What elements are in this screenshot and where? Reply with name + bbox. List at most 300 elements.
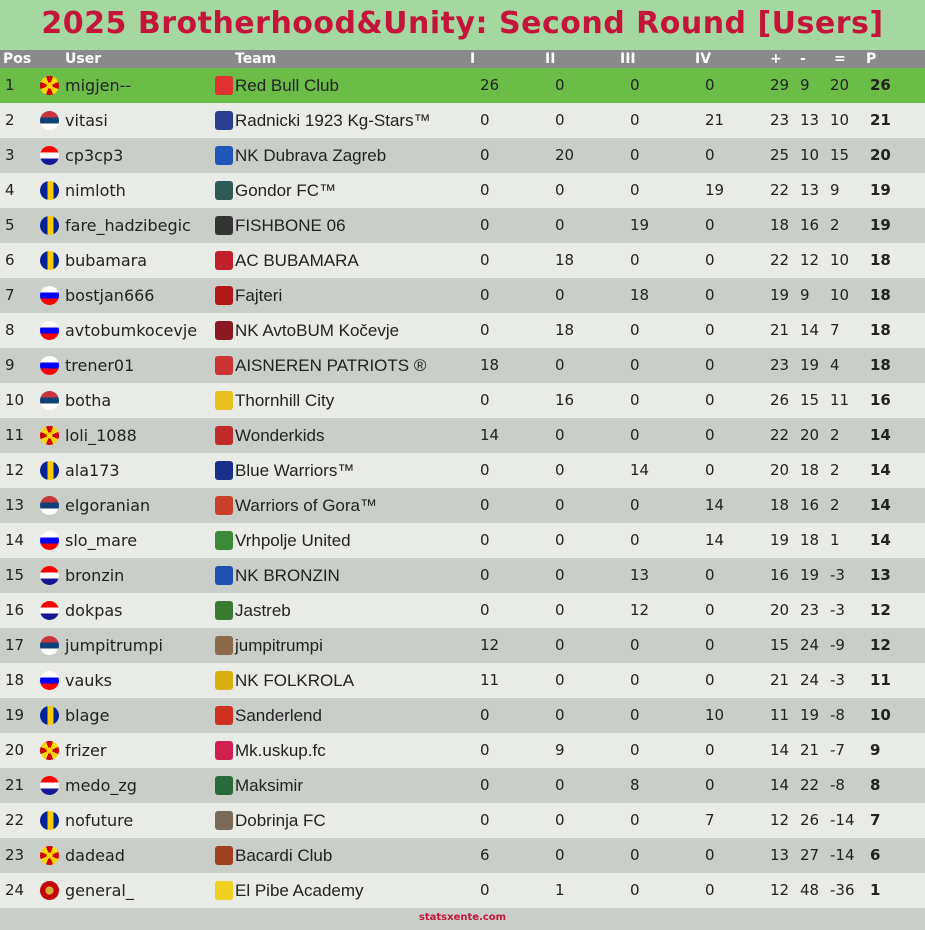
goal-difference: 2 — [830, 461, 840, 479]
user-name[interactable]: avtobumkocevje — [65, 321, 198, 340]
round-4-score: 0 — [705, 601, 715, 619]
goals-for: 12 — [770, 881, 790, 899]
team-name[interactable]: Mk.uskup.fc — [235, 741, 326, 760]
table-row[interactable] — [0, 173, 925, 208]
user-name[interactable]: cp3cp3 — [65, 146, 124, 165]
goals-for: 19 — [770, 531, 790, 549]
points: 13 — [870, 566, 891, 584]
team-crest-icon — [215, 216, 233, 235]
round-4-score: 10 — [705, 706, 725, 724]
round-4-score: 0 — [705, 776, 715, 794]
goal-difference: 4 — [830, 356, 840, 374]
user-name[interactable]: frizer — [65, 741, 107, 760]
team-name[interactable]: Dobrinja FC — [235, 811, 326, 830]
table-row[interactable] — [0, 768, 925, 803]
round-3-score: 0 — [630, 846, 640, 864]
row-position: 10 — [5, 391, 25, 409]
user-name[interactable]: ala173 — [65, 461, 120, 480]
points: 12 — [870, 601, 891, 619]
round-3-score: 0 — [630, 76, 640, 94]
team-name[interactable]: Red Bull Club — [235, 76, 339, 95]
table-row[interactable] — [0, 488, 925, 523]
team-name[interactable]: AC BUBAMARA — [235, 251, 359, 270]
team-name[interactable]: NK BRONZIN — [235, 566, 340, 585]
goals-for: 16 — [770, 566, 790, 584]
header-goal-diff: = — [834, 51, 846, 67]
team-name[interactable]: Maksimir — [235, 776, 303, 795]
team-name[interactable]: Thornhill City — [235, 391, 335, 410]
goals-for: 22 — [770, 181, 790, 199]
country-flag-icon — [40, 251, 59, 270]
country-flag-icon — [40, 391, 59, 410]
points: 14 — [870, 461, 891, 479]
points: 19 — [870, 181, 891, 199]
team-crest-icon — [215, 146, 233, 165]
title-bar — [0, 0, 925, 50]
table-row[interactable] — [0, 663, 925, 698]
country-flag-icon — [40, 181, 59, 200]
round-2-score: 0 — [555, 216, 565, 234]
user-name[interactable]: elgoranian — [65, 496, 151, 515]
team-crest-icon — [215, 636, 233, 655]
team-name[interactable]: Gondor FC™ — [235, 181, 337, 200]
goals-for: 20 — [770, 601, 790, 619]
user-name[interactable]: botha — [65, 391, 112, 410]
goals-against: 13 — [800, 181, 820, 199]
goal-difference: 10 — [830, 251, 850, 269]
user-name[interactable]: vauks — [65, 671, 113, 690]
points: 14 — [870, 426, 891, 444]
round-2-score: 0 — [555, 811, 565, 829]
user-name[interactable]: trener01 — [65, 356, 135, 375]
goals-for: 23 — [770, 111, 790, 129]
round-4-score: 0 — [705, 741, 715, 759]
round-2-score: 0 — [555, 706, 565, 724]
team-name[interactable]: Radnicki 1923 Kg-Stars™ — [235, 111, 431, 130]
points: 18 — [870, 286, 891, 304]
goals-for: 20 — [770, 461, 790, 479]
round-2-score: 0 — [555, 181, 565, 199]
goals-for: 21 — [770, 671, 790, 689]
round-1-score: 0 — [480, 776, 490, 794]
team-name[interactable]: Sanderlend — [235, 706, 322, 725]
team-crest-icon — [215, 566, 233, 585]
team-name[interactable]: Bacardi Club — [235, 846, 333, 865]
goals-for: 22 — [770, 426, 790, 444]
row-position: 5 — [5, 216, 15, 234]
user-name[interactable]: bostjan666 — [65, 286, 155, 305]
table-row[interactable] — [0, 628, 925, 663]
header-round-2: II — [545, 51, 556, 67]
round-3-score: 18 — [630, 286, 650, 304]
row-position: 1 — [5, 76, 15, 94]
table-row[interactable] — [0, 698, 925, 733]
row-position: 14 — [5, 531, 25, 549]
table-row[interactable] — [0, 383, 925, 418]
goal-difference: -9 — [830, 636, 845, 654]
row-position: 20 — [5, 741, 25, 759]
round-3-score: 0 — [630, 356, 640, 374]
goal-difference: -14 — [830, 811, 855, 829]
round-3-score: 0 — [630, 881, 640, 899]
table-row[interactable] — [0, 278, 925, 313]
round-2-score: 18 — [555, 321, 575, 339]
round-1-score: 0 — [480, 496, 490, 514]
user-name[interactable]: medo_zg — [65, 776, 137, 795]
round-2-score: 0 — [555, 461, 565, 479]
goals-against: 22 — [800, 776, 820, 794]
round-1-score: 6 — [480, 846, 490, 864]
round-3-score: 0 — [630, 426, 640, 444]
team-name[interactable]: NK AvtoBUM Kočevje — [235, 321, 400, 340]
goal-difference: 2 — [830, 496, 840, 514]
round-4-score: 21 — [705, 111, 725, 129]
goals-for: 26 — [770, 391, 790, 409]
country-flag-icon — [40, 706, 59, 725]
table-row[interactable] — [0, 313, 925, 348]
header-points: P — [866, 51, 877, 67]
country-flag-icon — [40, 496, 59, 515]
table-row[interactable] — [0, 418, 925, 453]
goals-against: 9 — [800, 76, 810, 94]
table-row[interactable] — [0, 733, 925, 768]
round-1-score: 0 — [480, 111, 490, 129]
points: 20 — [870, 146, 891, 164]
user-name[interactable]: dadead — [65, 846, 125, 865]
points: 11 — [870, 671, 891, 689]
table-row[interactable] — [0, 68, 925, 103]
goals-for: 15 — [770, 636, 790, 654]
goals-against: 15 — [800, 391, 820, 409]
round-2-score: 0 — [555, 776, 565, 794]
goals-against: 27 — [800, 846, 820, 864]
round-2-score: 0 — [555, 111, 565, 129]
round-4-score: 0 — [705, 391, 715, 409]
country-flag-icon — [40, 531, 59, 550]
team-name[interactable]: El Pibe Academy — [235, 881, 364, 900]
row-position: 17 — [5, 636, 25, 654]
team-crest-icon — [215, 811, 233, 830]
round-1-score: 0 — [480, 601, 490, 619]
row-position: 11 — [5, 426, 25, 444]
points: 19 — [870, 216, 891, 234]
header-pos: Pos — [3, 51, 32, 67]
team-name[interactable]: Jastreb — [235, 601, 291, 620]
goal-difference: 10 — [830, 286, 850, 304]
team-crest-icon — [215, 776, 233, 795]
country-flag-icon — [40, 776, 59, 795]
goals-against: 19 — [800, 356, 820, 374]
goals-against: 16 — [800, 496, 820, 514]
round-1-score: 0 — [480, 286, 490, 304]
goals-for: 29 — [770, 76, 790, 94]
goal-difference: 11 — [830, 391, 850, 409]
user-name[interactable]: nimloth — [65, 181, 126, 200]
round-4-score: 14 — [705, 531, 725, 549]
footer-credit[interactable]: statsxente.com — [418, 912, 507, 923]
round-3-score: 0 — [630, 636, 640, 654]
team-name[interactable]: AISNEREN PATRIOTS ® — [235, 356, 427, 375]
round-3-score: 8 — [630, 776, 640, 794]
goals-for: 25 — [770, 146, 790, 164]
team-crest-icon — [215, 531, 233, 550]
goals-against: 13 — [800, 111, 820, 129]
points: 18 — [870, 321, 891, 339]
team-crest-icon — [215, 391, 233, 410]
round-2-score: 0 — [555, 846, 565, 864]
points: 6 — [870, 846, 881, 864]
goal-difference: 7 — [830, 321, 840, 339]
goal-difference: -8 — [830, 776, 845, 794]
round-4-score: 14 — [705, 496, 725, 514]
round-1-score: 0 — [480, 881, 490, 899]
header-round-3: III — [620, 51, 636, 67]
user-name[interactable]: bubamara — [65, 251, 148, 270]
goal-difference: -3 — [830, 601, 845, 619]
points: 16 — [870, 391, 891, 409]
round-2-score: 0 — [555, 566, 565, 584]
header-round-1: I — [470, 51, 476, 67]
team-crest-icon — [215, 111, 233, 130]
team-crest-icon — [215, 706, 233, 725]
header-goals-against: - — [800, 51, 806, 67]
table-row[interactable] — [0, 453, 925, 488]
round-1-score: 0 — [480, 461, 490, 479]
team-name[interactable]: Vrhpolje United — [235, 531, 351, 550]
round-3-score: 13 — [630, 566, 650, 584]
goals-against: 18 — [800, 531, 820, 549]
round-2-score: 9 — [555, 741, 565, 759]
team-crest-icon — [215, 76, 233, 95]
goal-difference: -3 — [830, 671, 845, 689]
user-name[interactable]: blage — [65, 706, 110, 725]
goals-for: 19 — [770, 286, 790, 304]
team-name[interactable]: NK Dubrava Zagreb — [235, 146, 387, 165]
table-row[interactable] — [0, 593, 925, 628]
country-flag-icon — [40, 216, 59, 235]
user-name[interactable]: nofuture — [65, 811, 134, 830]
table-row[interactable] — [0, 243, 925, 278]
country-flag-icon — [40, 461, 59, 480]
round-2-score: 0 — [555, 671, 565, 689]
round-1-score: 0 — [480, 146, 490, 164]
user-name[interactable]: dokpas — [65, 601, 123, 620]
round-4-score: 0 — [705, 846, 715, 864]
round-1-score: 0 — [480, 321, 490, 339]
round-1-score: 26 — [480, 76, 500, 94]
row-position: 23 — [5, 846, 25, 864]
goals-against: 19 — [800, 706, 820, 724]
goals-against: 23 — [800, 601, 820, 619]
goal-difference: -36 — [830, 881, 855, 899]
table-row[interactable] — [0, 838, 925, 873]
points: 1 — [870, 881, 881, 899]
round-2-score: 0 — [555, 496, 565, 514]
country-flag-icon — [40, 146, 59, 165]
round-2-score: 0 — [555, 531, 565, 549]
country-flag-icon — [40, 76, 59, 95]
table-row[interactable] — [0, 348, 925, 383]
team-crest-icon — [215, 251, 233, 270]
country-flag-icon — [40, 881, 59, 900]
round-1-score: 0 — [480, 251, 490, 269]
row-position: 8 — [5, 321, 15, 339]
round-4-score: 0 — [705, 146, 715, 164]
round-3-score: 0 — [630, 811, 640, 829]
goal-difference: 2 — [830, 216, 840, 234]
header-user: User — [65, 51, 102, 67]
points: 12 — [870, 636, 891, 654]
table-row[interactable] — [0, 523, 925, 558]
team-name[interactable]: Wonderkids — [235, 426, 325, 445]
round-1-score: 0 — [480, 391, 490, 409]
points: 9 — [870, 741, 881, 759]
row-position: 13 — [5, 496, 25, 514]
country-flag-icon — [40, 811, 59, 830]
team-name[interactable]: FISHBONE 06 — [235, 216, 346, 235]
team-crest-icon — [215, 601, 233, 620]
user-name[interactable]: vitasi — [65, 111, 108, 130]
round-4-score: 0 — [705, 216, 715, 234]
row-position: 24 — [5, 881, 25, 899]
country-flag-icon — [40, 741, 59, 760]
points: 21 — [870, 111, 891, 129]
points: 18 — [870, 251, 891, 269]
round-3-score: 0 — [630, 531, 640, 549]
round-4-score: 0 — [705, 286, 715, 304]
row-position: 2 — [5, 111, 15, 129]
user-name[interactable]: bronzin — [65, 566, 125, 585]
round-2-score: 16 — [555, 391, 575, 409]
row-position: 4 — [5, 181, 15, 199]
goals-for: 14 — [770, 776, 790, 794]
team-name[interactable]: jumpitrumpi — [235, 636, 323, 655]
goals-for: 21 — [770, 321, 790, 339]
points: 14 — [870, 531, 891, 549]
goal-difference: 10 — [830, 111, 850, 129]
table-row[interactable] — [0, 873, 925, 908]
country-flag-icon — [40, 426, 59, 445]
round-2-score: 0 — [555, 601, 565, 619]
user-name[interactable]: jumpitrumpi — [65, 636, 163, 655]
team-name[interactable]: Warriors of Gora™ — [235, 496, 378, 515]
round-4-score: 0 — [705, 671, 715, 689]
points: 7 — [870, 811, 881, 829]
goals-against: 19 — [800, 566, 820, 584]
team-crest-icon — [215, 846, 233, 865]
team-crest-icon — [215, 496, 233, 515]
table-row[interactable] — [0, 803, 925, 838]
goal-difference: 15 — [830, 146, 850, 164]
country-flag-icon — [40, 671, 59, 690]
points: 18 — [870, 356, 891, 374]
user-name[interactable]: general_ — [65, 881, 134, 900]
country-flag-icon — [40, 286, 59, 305]
goals-against: 21 — [800, 741, 820, 759]
round-1-score: 11 — [480, 671, 500, 689]
goals-against: 24 — [800, 671, 820, 689]
row-position: 6 — [5, 251, 15, 269]
goal-difference: -3 — [830, 566, 845, 584]
round-2-score: 18 — [555, 251, 575, 269]
table-row[interactable] — [0, 138, 925, 173]
round-4-score: 0 — [705, 356, 715, 374]
round-2-score: 0 — [555, 426, 565, 444]
goals-against: 26 — [800, 811, 820, 829]
goals-against: 9 — [800, 286, 810, 304]
user-name[interactable]: slo_mare — [65, 531, 138, 550]
points: 14 — [870, 496, 891, 514]
points: 8 — [870, 776, 881, 794]
round-3-score: 0 — [630, 321, 640, 339]
round-1-score: 12 — [480, 636, 500, 654]
row-position: 19 — [5, 706, 25, 724]
goals-for: 18 — [770, 216, 790, 234]
goal-difference: 20 — [830, 76, 850, 94]
team-name[interactable]: Fajteri — [235, 286, 283, 305]
round-3-score: 0 — [630, 251, 640, 269]
table-header — [0, 50, 925, 68]
round-3-score: 0 — [630, 146, 640, 164]
team-crest-icon — [215, 426, 233, 445]
goal-difference: -8 — [830, 706, 845, 724]
round-3-score: 0 — [630, 496, 640, 514]
row-position: 16 — [5, 601, 25, 619]
round-3-score: 0 — [630, 391, 640, 409]
goal-difference: 1 — [830, 531, 840, 549]
round-4-score: 0 — [705, 636, 715, 654]
round-4-score: 0 — [705, 321, 715, 339]
goals-for: 11 — [770, 706, 790, 724]
user-name[interactable]: loli_1088 — [65, 426, 137, 445]
round-1-score: 0 — [480, 566, 490, 584]
goals-for: 14 — [770, 741, 790, 759]
table-row[interactable] — [0, 208, 925, 243]
round-4-score: 7 — [705, 811, 715, 829]
goals-against: 16 — [800, 216, 820, 234]
round-3-score: 0 — [630, 111, 640, 129]
team-crest-icon — [215, 356, 233, 375]
goals-against: 10 — [800, 146, 820, 164]
row-position: 21 — [5, 776, 25, 794]
round-2-score: 0 — [555, 356, 565, 374]
team-crest-icon — [215, 461, 233, 480]
team-crest-icon — [215, 286, 233, 305]
table-row[interactable] — [0, 558, 925, 593]
team-name[interactable]: Blue Warriors™ — [235, 461, 355, 480]
goals-against: 48 — [800, 881, 820, 899]
round-4-score: 0 — [705, 461, 715, 479]
round-2-score: 0 — [555, 76, 565, 94]
country-flag-icon — [40, 846, 59, 865]
goals-for: 22 — [770, 251, 790, 269]
page-title: 2025 Brotherhood&Unity: Second Round [Users] — [41, 6, 884, 41]
user-name[interactable]: fare_hadzibegic — [65, 216, 191, 235]
goals-against: 12 — [800, 251, 820, 269]
user-name[interactable]: migjen-- — [65, 76, 132, 95]
goal-difference: -14 — [830, 846, 855, 864]
header-team: Team — [235, 51, 277, 67]
country-flag-icon — [40, 566, 59, 585]
team-crest-icon — [215, 671, 233, 690]
round-1-score: 0 — [480, 741, 490, 759]
round-1-score: 0 — [480, 706, 490, 724]
goal-difference: 2 — [830, 426, 840, 444]
team-name[interactable]: NK FOLKROLA — [235, 671, 355, 690]
round-3-score: 19 — [630, 216, 650, 234]
goals-against: 24 — [800, 636, 820, 654]
table-row[interactable] — [0, 103, 925, 138]
